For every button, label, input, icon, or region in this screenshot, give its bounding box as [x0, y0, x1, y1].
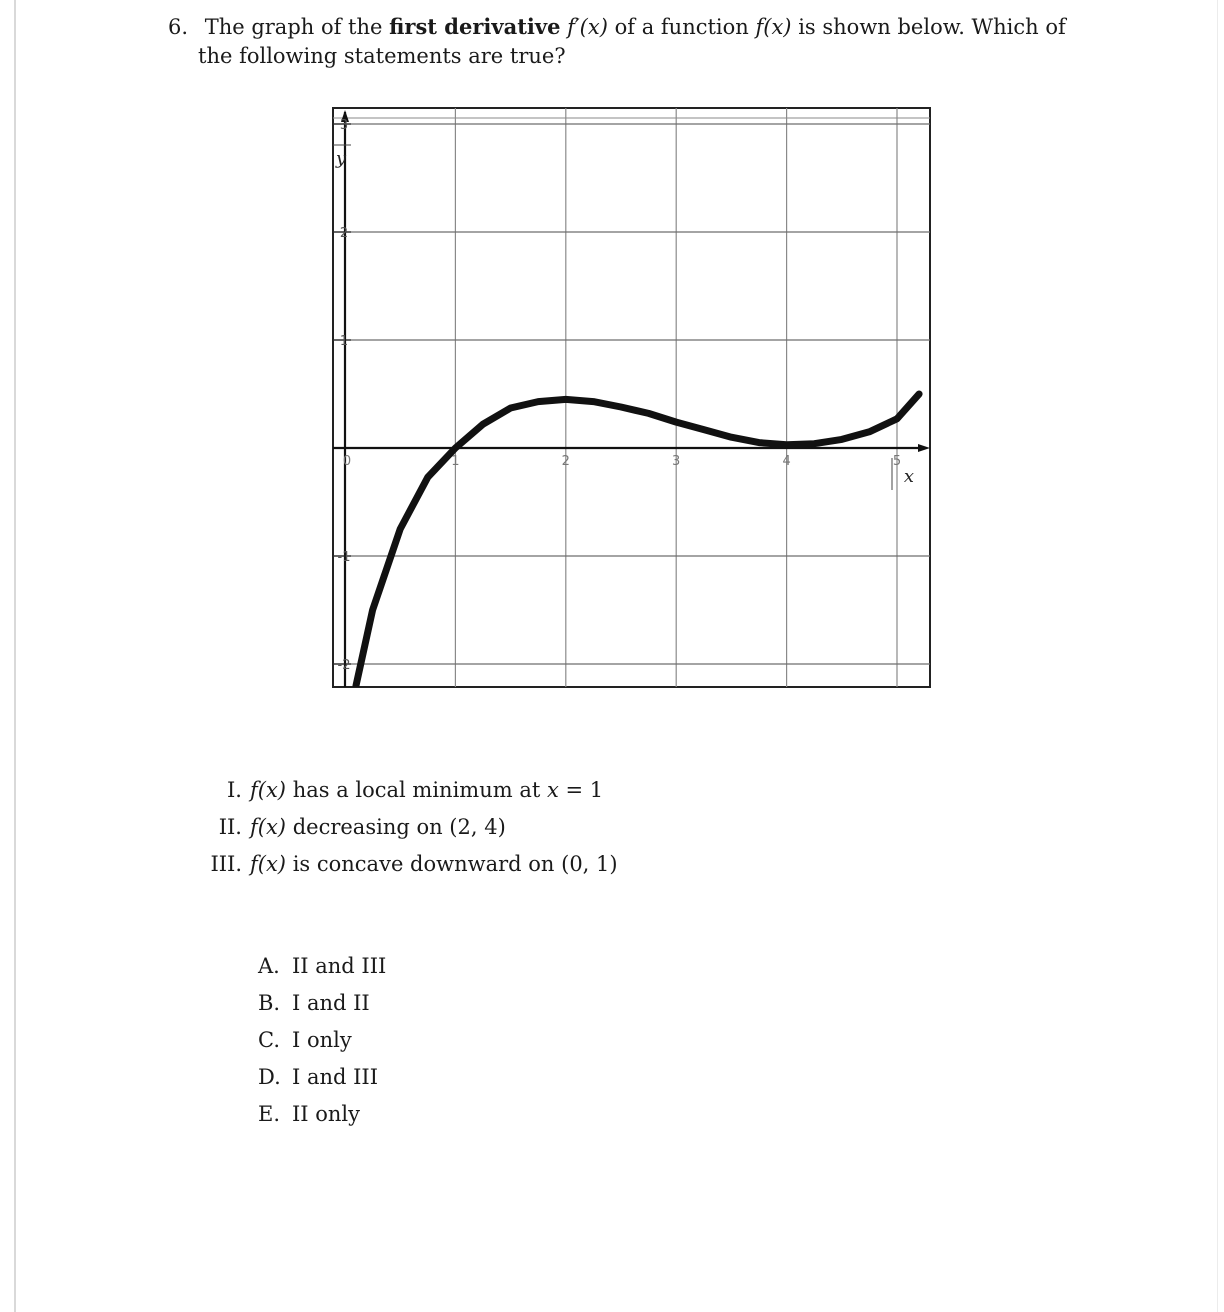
choice-letter: E. — [258, 1102, 281, 1126]
x-tick-label: 0 — [342, 454, 352, 469]
question-line-2: the following statements are true? — [198, 44, 566, 68]
question-text-part-1: The graph of the — [204, 15, 383, 39]
question-fx: f(x) — [755, 15, 792, 39]
statements-list — [200, 772, 618, 883]
choice-text: II and III — [292, 954, 387, 978]
y-tick-label: -1 — [337, 550, 351, 565]
statement-2 — [200, 809, 618, 846]
question-fprime: f′(x) — [567, 15, 608, 39]
curve-layer — [356, 394, 919, 686]
derivative-graph — [326, 100, 936, 696]
statement-number: I. — [227, 778, 242, 802]
choice-letter: B. — [258, 991, 281, 1015]
statement-text: is concave downward on (0, 1) — [292, 852, 618, 876]
y-tick-label: 2 — [339, 226, 349, 241]
question-text-part-3: is shown below. Which of — [798, 15, 1066, 39]
choice-a[interactable] — [258, 948, 386, 985]
statement-text: has a local minimum at — [292, 778, 541, 802]
choice-text: I and III — [292, 1065, 379, 1089]
answer-choices — [258, 948, 386, 1133]
y-tick-label: -2 — [337, 658, 351, 673]
choice-text: II only — [292, 1102, 361, 1126]
axes-layer — [333, 110, 930, 687]
statement-1 — [200, 772, 618, 809]
choice-letter: A. — [258, 954, 280, 978]
y-tick-label: 3 — [339, 118, 349, 133]
statement-text: decreasing on (2, 4) — [292, 815, 506, 839]
question-line-1 — [168, 12, 1088, 42]
x-tick-label: 2 — [561, 454, 570, 469]
question-text-part-2: of a function — [614, 15, 749, 39]
y-tick-label: 1 — [339, 334, 349, 349]
labels-layer — [333, 118, 914, 673]
choice-letter: D. — [258, 1065, 281, 1089]
statement-function: f(x) — [250, 815, 287, 839]
statement-3 — [200, 846, 618, 883]
statement-function: f(x) — [250, 778, 287, 802]
choice-letter: C. — [258, 1028, 280, 1052]
choice-b[interactable] — [258, 985, 386, 1022]
page-left-border — [14, 0, 16, 1312]
question-number: 6. — [168, 15, 189, 39]
grid-layer — [333, 108, 930, 687]
y-axis-label: y — [335, 148, 347, 169]
x-axis-arrow — [918, 444, 930, 452]
choice-e[interactable] — [258, 1096, 386, 1133]
question-emphasis: first derivative — [389, 14, 561, 39]
graph-frame — [333, 108, 930, 687]
derivative-curve — [356, 394, 919, 686]
page-right-border — [1217, 0, 1218, 1312]
statement-function: f(x) — [250, 852, 287, 876]
x-tick-label: 4 — [782, 454, 791, 469]
x-tick-label: 3 — [672, 454, 681, 469]
x-tick-label: 5 — [892, 454, 902, 469]
choice-d[interactable] — [258, 1059, 386, 1096]
statement-number: III. — [210, 852, 242, 876]
choice-text: I and II — [292, 991, 370, 1015]
statement-variable: x — [546, 778, 559, 802]
choice-c[interactable] — [258, 1022, 386, 1059]
choice-text: I only — [292, 1028, 352, 1052]
x-axis-label: x — [903, 466, 915, 487]
statement-number: II. — [218, 815, 242, 839]
question-text — [168, 12, 1088, 71]
x-tick-label: 1 — [451, 454, 460, 469]
statement-equation: = 1 — [565, 778, 604, 802]
